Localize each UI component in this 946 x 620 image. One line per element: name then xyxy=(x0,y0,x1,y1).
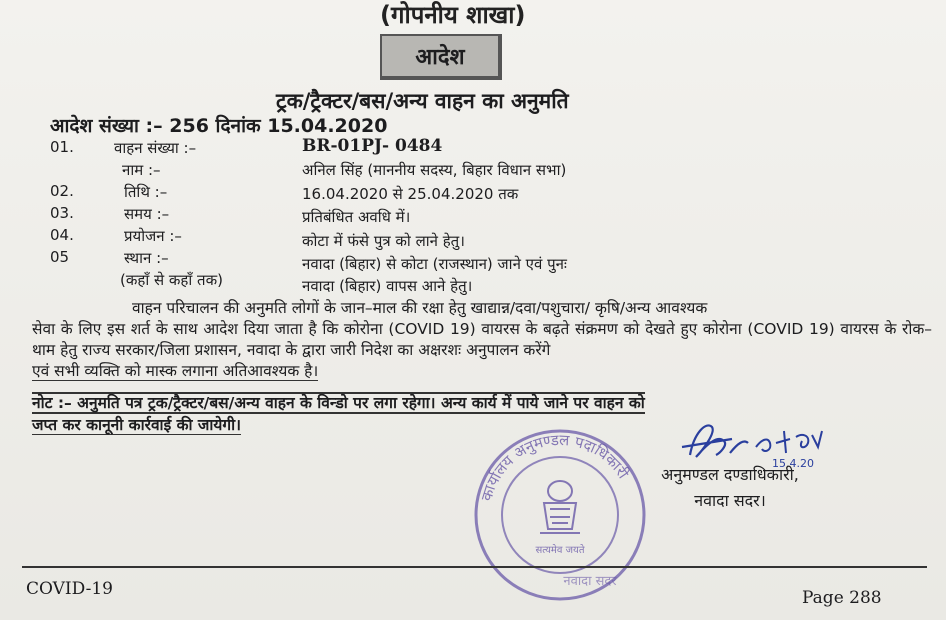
field-number: 03. xyxy=(50,204,74,222)
officer-title: अनुमण्डल दण्डाधिकारी, xyxy=(661,465,799,484)
footer-divider xyxy=(22,566,927,568)
order-paragraph xyxy=(32,298,932,382)
page-number: Page 288 xyxy=(802,588,882,608)
office-seal-stamp xyxy=(470,425,650,605)
stamp-bottom-text: नवादा सदर xyxy=(563,574,617,589)
field-label-purpose: प्रयोजन :– xyxy=(124,227,182,245)
field-label-place: स्थान :– xyxy=(124,249,169,267)
stamp-ring-text: कार्यालय अनुमण्डल पदाधिकारी xyxy=(477,430,633,504)
field-number: 02. xyxy=(50,182,74,200)
field-label-name: नाम :– xyxy=(122,161,161,179)
signature-date: 15.4.20 xyxy=(772,457,814,470)
order-title-box xyxy=(380,34,502,80)
svg-text:कार्यालय अनुमण्डल पदाधिकारी xyxy=(477,431,632,503)
footer-label: COVID-19 xyxy=(26,579,113,599)
note-line-1: नोट :– अनुमति पत्र ट्रक/ट्रैक्टर/बस/अन्य वाहन के विन्डो पर लगा रहेगा। अन्य कार्य में पाये जाने पर वाहन को xyxy=(32,394,645,412)
field-value-place: नवादा (बिहार) से कोटा (राजस्थान) जाने एवं पुनः xyxy=(302,255,567,273)
paragraph-line-first: वाहन परिचालन की अनुमति लोगों के जान–माल की रक्षा हेतु खाद्यान्न/दवा/पशुचारा/ कृषि/अन्य आवश्यक xyxy=(132,299,708,317)
paragraph-body: सेवा के लिए इस शर्त के साथ आदेश दिया जाता है कि कोरोना (COVID 19) वायरस के बढ़ते संक्रमण को देखते हुए कोरोना (COVID 19) वायरस के रोक–थाम हेतु राज्य सरकार/जिला प्रशासन, नवादा के द्वारा जारी निदेश का अक्षरशः अनुपालन करेंगे xyxy=(32,320,932,359)
ashoka-emblem-icon xyxy=(540,481,580,533)
field-value-name: अनिल सिंह (माननीय सदस्य, बिहार विधान सभा) xyxy=(302,161,567,179)
field-label-time: समय :– xyxy=(124,205,170,223)
field-number: 04. xyxy=(50,226,74,244)
field-label-vehicle-number: वाहन संख्या :– xyxy=(114,139,197,157)
field-label-from-to: (कहाँ से कहाँ तक) xyxy=(120,271,223,289)
field-number: 05 xyxy=(50,248,70,266)
order-title: आदेश xyxy=(415,45,465,70)
field-label-date: तिथि :– xyxy=(124,183,168,201)
department-title: (गोपनीय शाखा) xyxy=(380,1,526,29)
officer-place: नवादा सदर। xyxy=(694,491,766,510)
field-value-purpose: कोटा में फंसे पुत्र को लाने हेतु। xyxy=(302,232,465,250)
order-number-line: आदेश संख्या :– 256 दिनांक 15.04.2020 xyxy=(50,115,388,137)
officer-designation xyxy=(640,462,820,514)
field-value-date: 16.04.2020 से 25.04.2020 तक xyxy=(302,185,519,203)
field-value-vehicle-number: BR-01PJ- 0484 xyxy=(302,136,443,156)
paragraph-last-line: एवं सभी व्यक्ति को मास्क लगाना अतिआवश्यक है। xyxy=(32,362,319,380)
permit-heading: ट्रक/ट्रैक्टर/बस/अन्य वाहन का अनुमति xyxy=(276,89,569,113)
field-number: 01. xyxy=(50,138,74,156)
stamp-motto: सत्यमेव जयते xyxy=(535,545,585,556)
field-value-from-to: नवादा (बिहार) वापस आने हेतु। xyxy=(302,277,473,295)
field-value-time: प्रतिबंधित अवधि में। xyxy=(302,208,411,226)
note-line-2: जप्त कर कानूनी कार्रवाई की जायेगी। xyxy=(32,416,242,434)
